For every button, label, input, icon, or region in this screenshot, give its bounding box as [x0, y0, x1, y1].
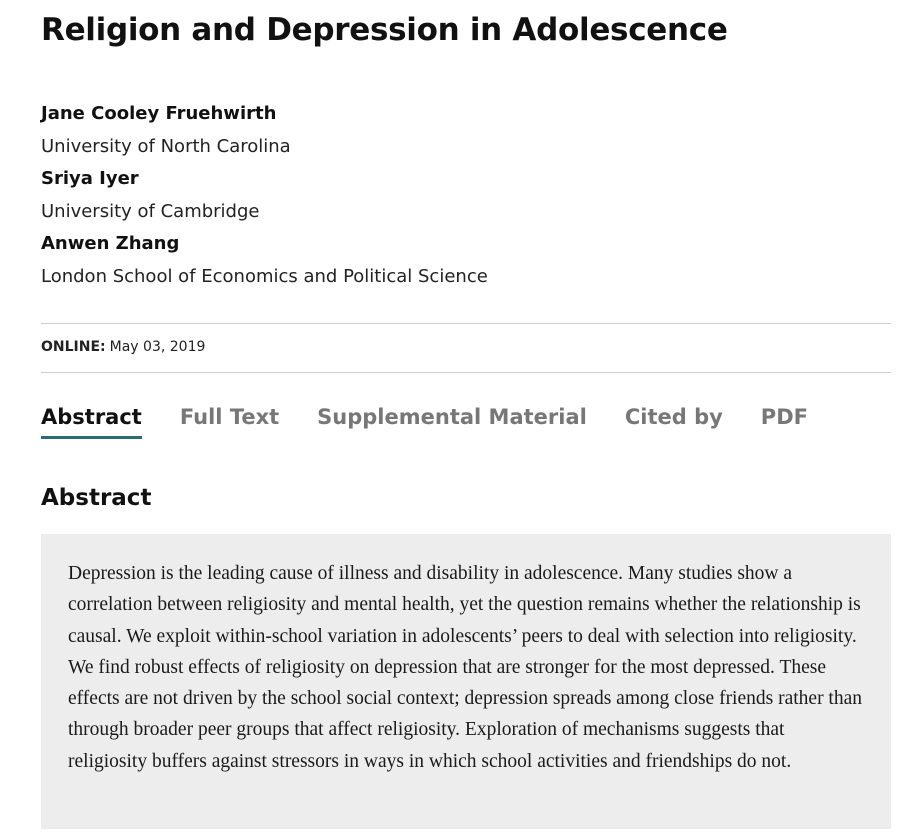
online-date: May 03, 2019: [109, 339, 206, 355]
author-name[interactable]: Sriya Iyer: [41, 168, 139, 189]
author-name[interactable]: Anwen Zhang: [41, 233, 180, 254]
author-name[interactable]: Jane Cooley Fruehwirth: [41, 103, 277, 124]
tab-full-text[interactable]: Full Text: [179, 405, 280, 429]
online-date-line: [41, 339, 205, 355]
author-list: [41, 100, 891, 295]
article-title: Religion and Depression in Adolescence: [41, 12, 728, 48]
abstract-text: Depression is the leading cause of illness and disability in adolescence. Many studies show a correlation between religiosity and mental health, yet the question remains whether the relationship is causal. We exploit within-school variation in adolescents’ peers to deal with selection into religiosity. We find robust effects of religiosity on depression that are stronger for the most depressed. These effects are not driven by the school social context; depression spreads among close friends rather than through broader peer groups that affect religiosity. Exploration of mechanisms suggests that religiosity buffers against stressors in ways in which school activities and friendships do not.: [68, 563, 863, 772]
tab-abstract[interactable]: Abstract: [41, 405, 142, 439]
tab-pdf[interactable]: PDF: [760, 405, 808, 429]
tab-supplemental-material[interactable]: Supplemental Material: [317, 405, 587, 429]
author-affiliation: University of Cambridge: [41, 201, 260, 222]
abstract-box: [41, 534, 891, 829]
online-label: ONLINE:: [41, 339, 106, 355]
article-tabs: [41, 405, 846, 439]
author-affiliation: University of North Carolina: [41, 136, 291, 157]
abstract-heading: Abstract: [41, 485, 152, 511]
tab-cited-by[interactable]: Cited by: [624, 405, 723, 429]
divider: [41, 372, 891, 373]
divider: [41, 323, 891, 324]
author-affiliation: London School of Economics and Political Science: [41, 266, 488, 287]
